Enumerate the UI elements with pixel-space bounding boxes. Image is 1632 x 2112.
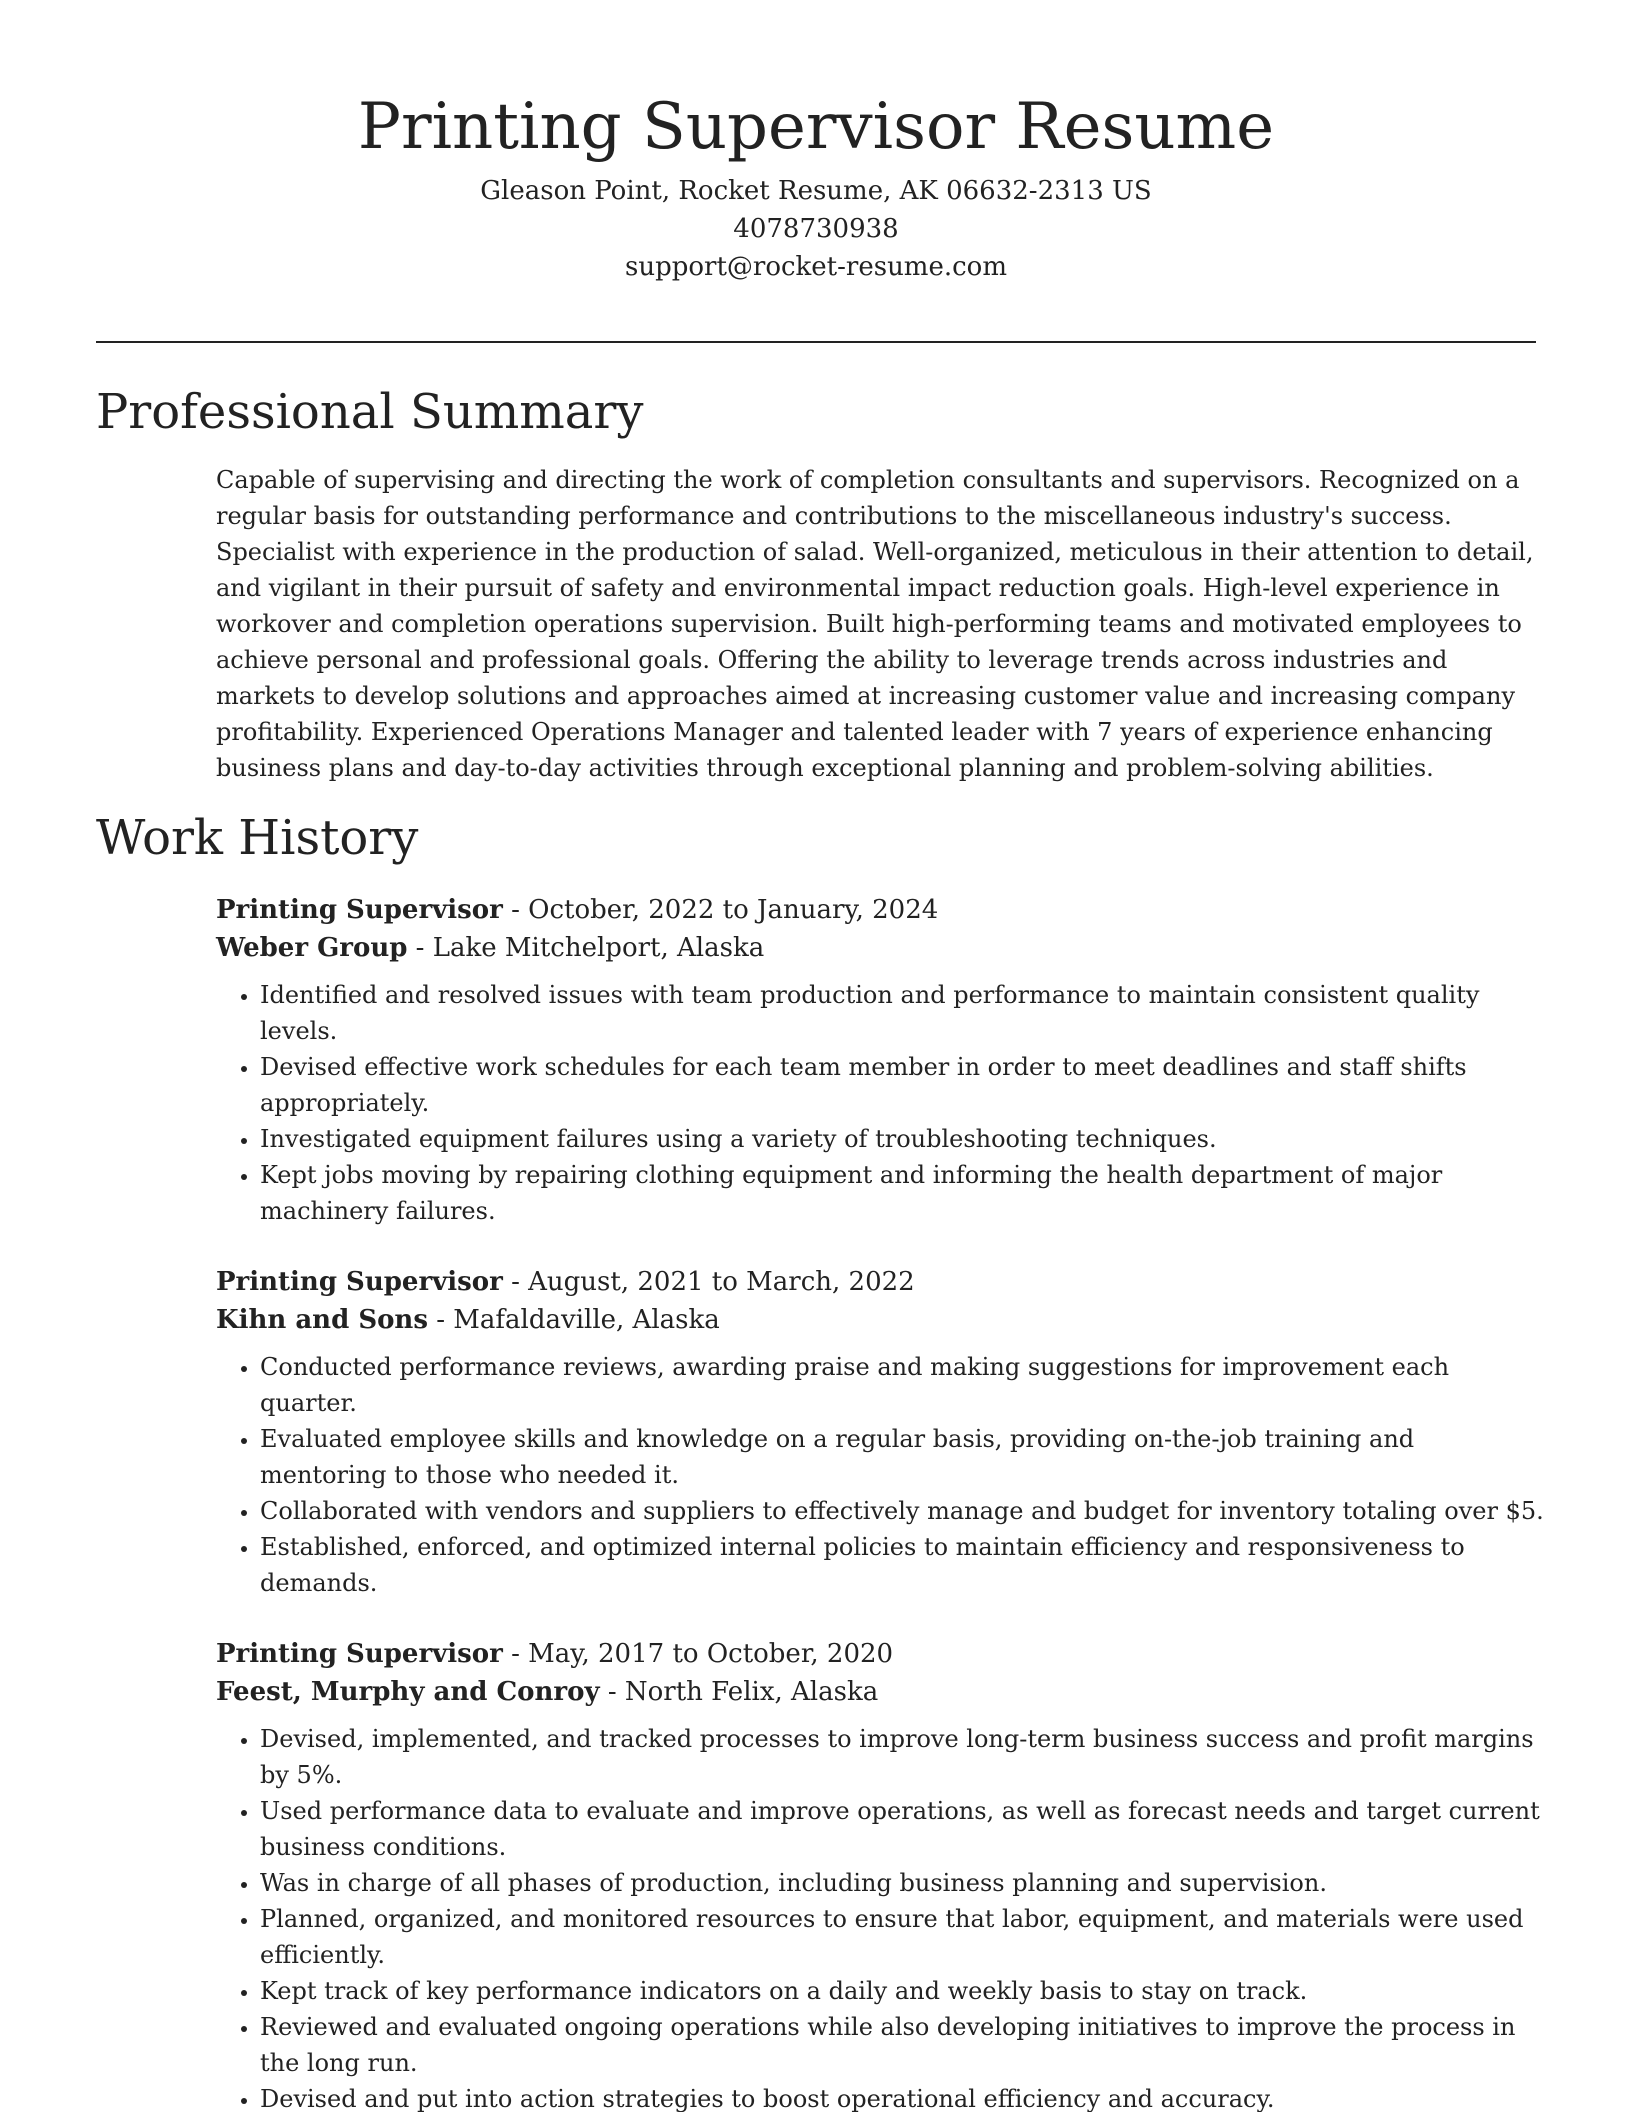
job-company: Kihn and Sons xyxy=(216,1305,428,1335)
contact-phone: 4078730938 xyxy=(733,214,899,244)
summary-heading: Professional Summary xyxy=(96,384,644,440)
work-history-list xyxy=(216,891,1546,2112)
job-bullet: • Collaborated with vendors and suppliers to effectively manage and budget for inventory totaling over $5. xyxy=(260,1493,1546,1529)
job-bullet: • Investigated equipment failures using a variety of troubleshooting techniques. xyxy=(260,1121,1546,1157)
job-location: - Lake Mitchelport, Alaska xyxy=(407,933,765,963)
work-history-heading: Work History xyxy=(96,810,419,866)
job-bullet: • Kept jobs moving by repairing clothing equipment and informing the health department of major machinery failures. xyxy=(260,1157,1546,1229)
job-entry xyxy=(216,1635,1546,2112)
job-bullets xyxy=(216,1721,1546,2112)
contact-address: Gleason Point, Rocket Resume, AK 06632-2313 US xyxy=(480,176,1152,206)
job-bullet: • Identified and resolved issues with team production and performance to maintain consistent quality levels. xyxy=(260,977,1546,1049)
job-entry xyxy=(216,1263,1546,1601)
job-bullet: • Planned, organized, and monitored resources to ensure that labor, equipment, and materials were used efficiently. xyxy=(260,1901,1546,1973)
contact-email: support@rocket-resume.com xyxy=(624,252,1007,282)
job-bullet: • Reviewed and evaluated ongoing operations while also developing initiatives to improve the process in the long run. xyxy=(260,2009,1546,2081)
job-bullet: • Conducted performance reviews, awarding praise and making suggestions for improvement each quarter. xyxy=(260,1349,1546,1421)
job-dates: - May, 2017 to October, 2020 xyxy=(502,1639,894,1669)
job-title-line xyxy=(216,1635,1546,1673)
job-company: Feest, Murphy and Conroy xyxy=(216,1677,600,1707)
job-bullet: • Devised and put into action strategies to boost operational efficiency and accuracy. xyxy=(260,2081,1546,2112)
resume-header xyxy=(0,0,1632,286)
header-divider xyxy=(96,341,1536,343)
job-bullets xyxy=(216,1349,1546,1601)
job-bullet: • Evaluated employee skills and knowledge on a regular basis, providing on-the-job training and mentoring to those who needed it. xyxy=(260,1421,1546,1493)
page-title: Printing Supervisor Resume xyxy=(357,90,1275,164)
job-bullet: • Established, enforced, and optimized internal policies to maintain efficiency and responsiveness to demands. xyxy=(260,1529,1546,1601)
job-entry xyxy=(216,891,1546,1229)
job-dates: - August, 2021 to March, 2022 xyxy=(502,1267,915,1297)
job-title-line xyxy=(216,891,1546,929)
job-location: - North Felix, Alaska xyxy=(599,1677,879,1707)
job-title: Printing Supervisor xyxy=(216,895,503,925)
job-dates: - October, 2022 to January, 2024 xyxy=(502,895,939,925)
job-location: - Mafaldaville, Alaska xyxy=(427,1305,720,1335)
job-company-line xyxy=(216,929,1546,967)
job-title: Printing Supervisor xyxy=(216,1267,503,1297)
job-bullets xyxy=(216,977,1546,1229)
summary-text: Capable of supervising and directing the work of completion consultants and supervisors. Recognized on a regular basis for outstanding performance and contributions to the miscellaneous industry's success. Specialist with experience in the production of salad. Well-organized, meticulous in their attention to detail, and vigilant in their pursuit of safety and environmental impact reduction goals. High-level experience in workover and completion operations supervision. Built high-performing teams and motivated employees to achieve personal and professional goals. Offering the ability to leverage trends across industries and markets to develop solutions and approaches aimed at increasing customer value and increasing company profitability. Experienced Operations Manager and talented leader with 7 years of experience enhancing business plans and day-to-day activities through exceptional planning and problem-solving abilities. xyxy=(216,466,1534,782)
job-title: Printing Supervisor xyxy=(216,1639,503,1669)
job-company-line xyxy=(216,1301,1546,1339)
job-company: Weber Group xyxy=(216,933,408,963)
job-bullet: • Devised effective work schedules for each team member in order to meet deadlines and staff shifts appropriately. xyxy=(260,1049,1546,1121)
job-title-line xyxy=(216,1263,1546,1301)
job-bullet: • Used performance data to evaluate and improve operations, as well as forecast needs and target current business conditions. xyxy=(260,1793,1546,1865)
job-bullet: • Was in charge of all phases of production, including business planning and supervision. xyxy=(260,1865,1546,1901)
job-company-line xyxy=(216,1673,1546,1711)
job-bullet: • Kept track of key performance indicators on a daily and weekly basis to stay on track. xyxy=(260,1973,1546,2009)
job-bullet: • Devised, implemented, and tracked processes to improve long-term business success and profit margins by 5%. xyxy=(260,1721,1546,1793)
